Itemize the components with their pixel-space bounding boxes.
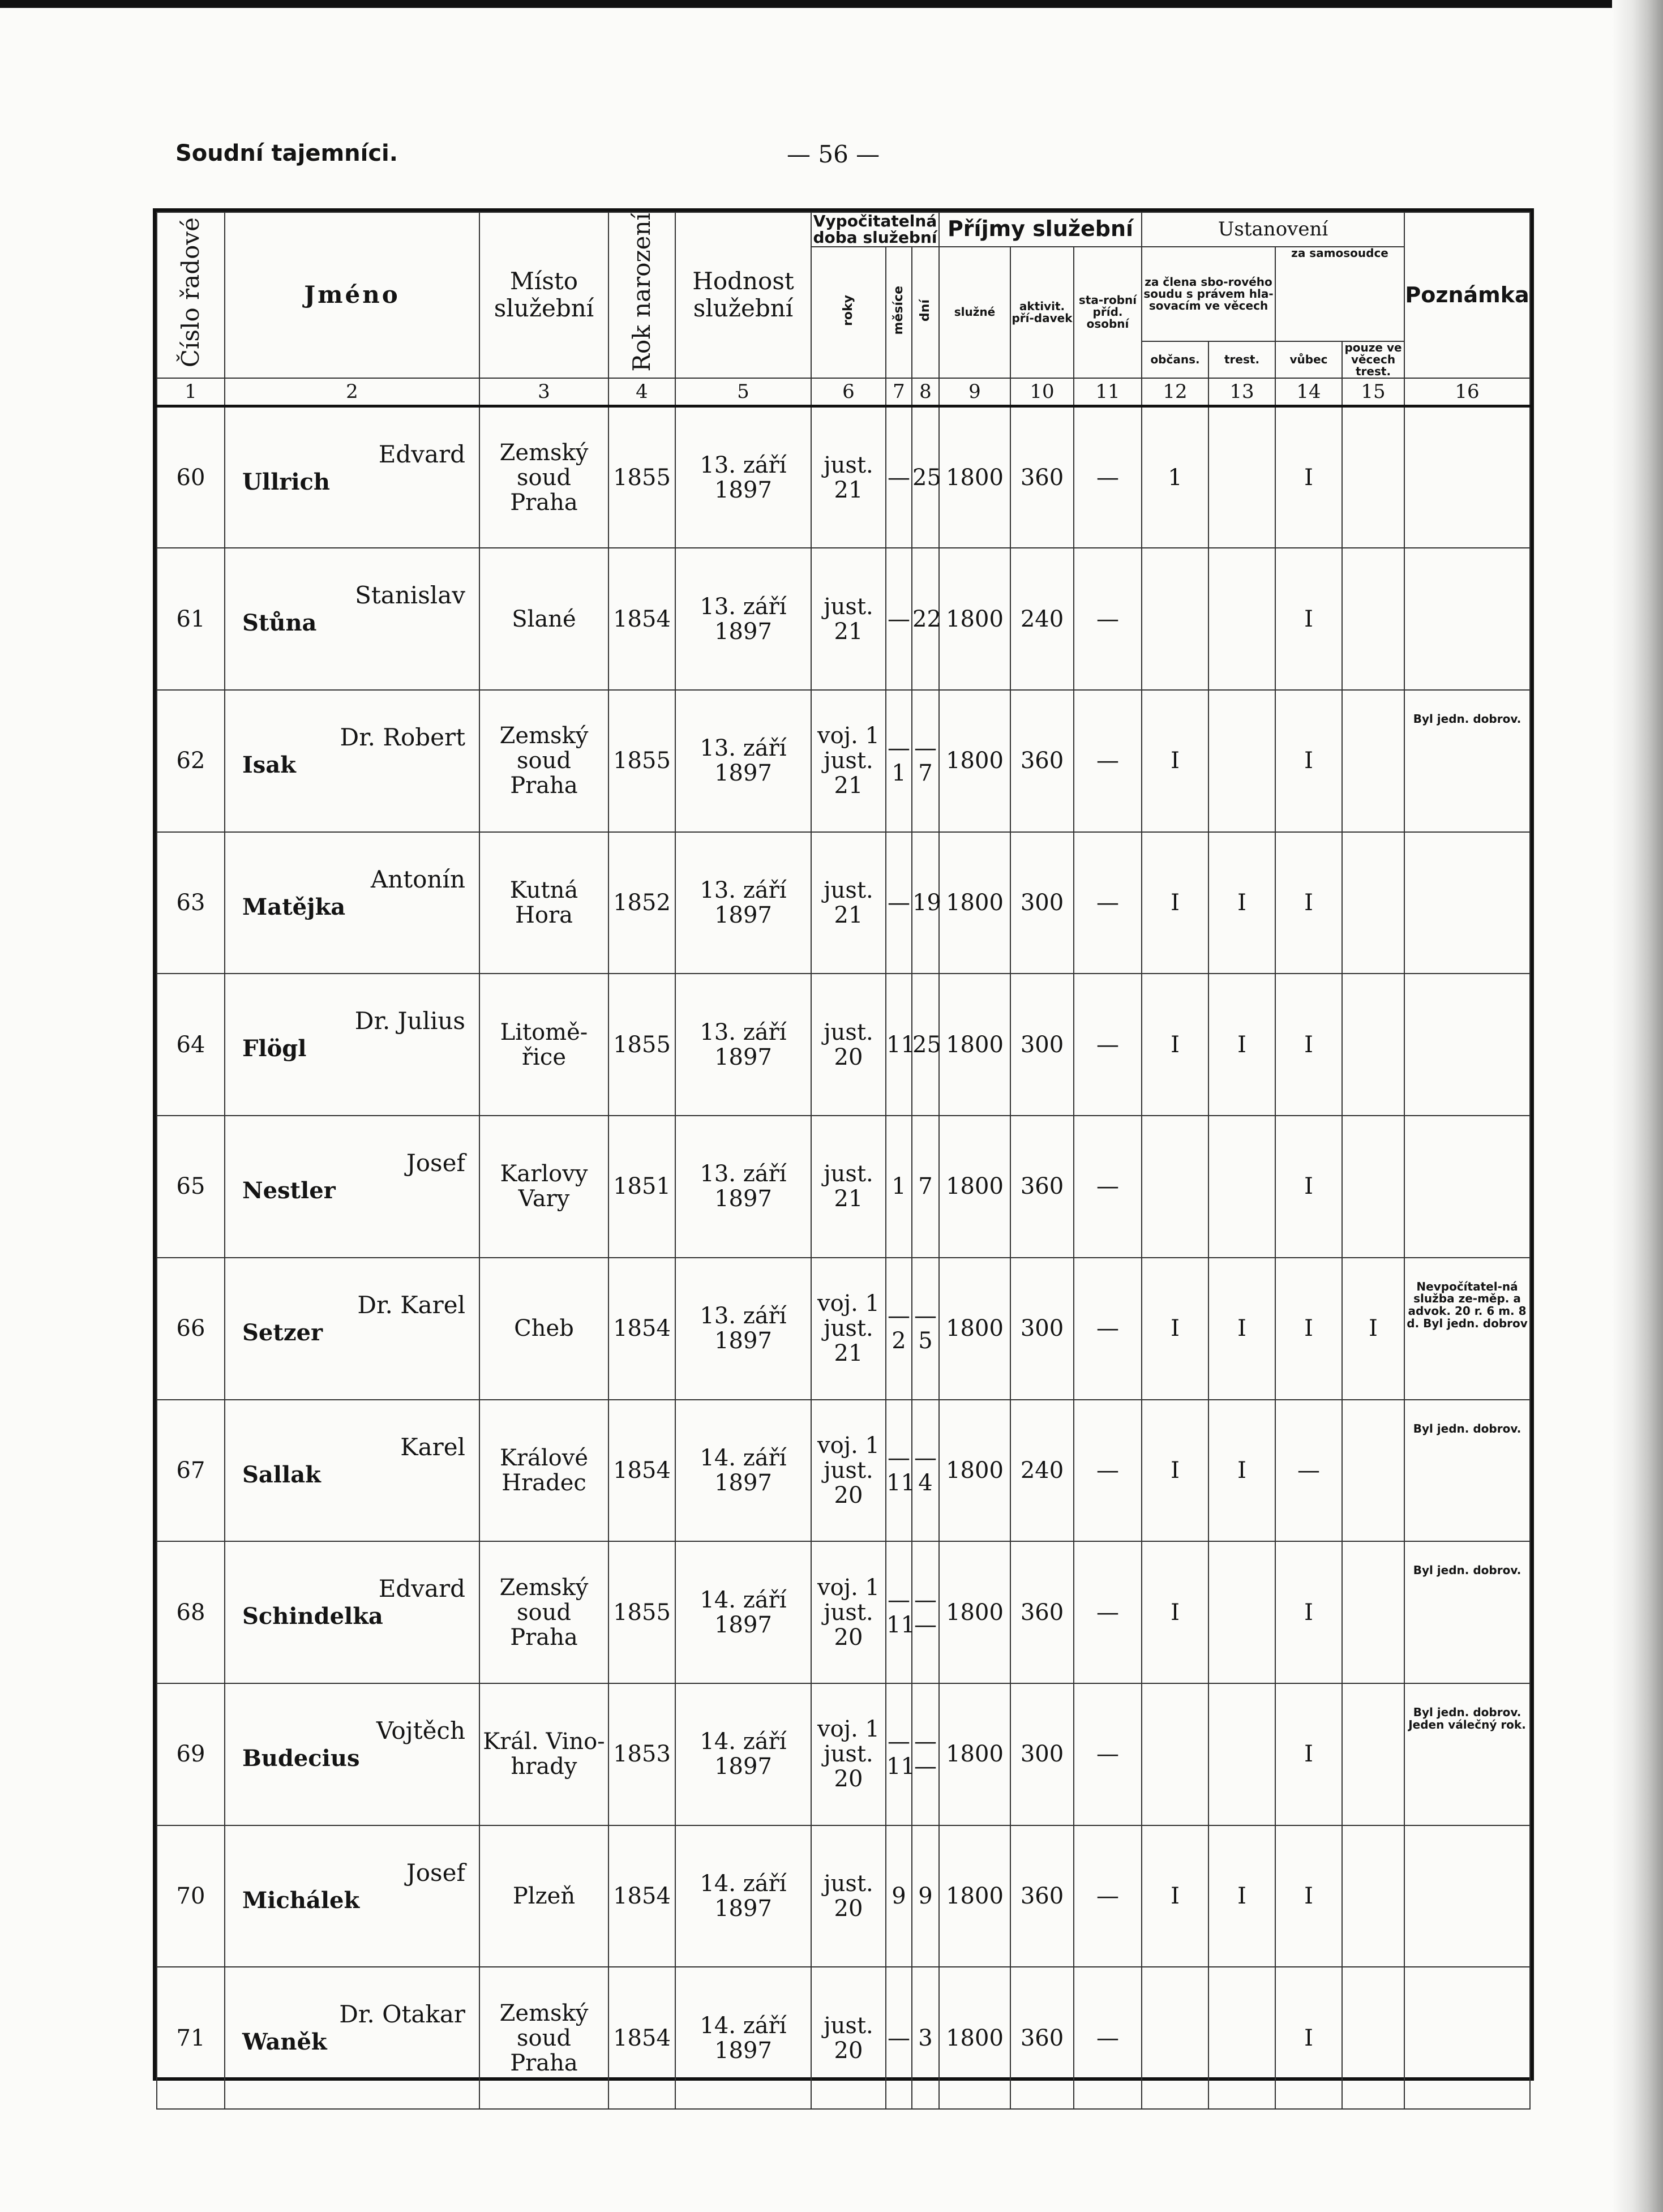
salary-cell: 1800 xyxy=(939,832,1010,974)
birth-year-cell: 1854 xyxy=(608,548,675,690)
header-obcans: občans. xyxy=(1142,341,1208,378)
given-name: Josef xyxy=(406,1149,465,1177)
days-cell: — — xyxy=(912,1683,939,1825)
rank-date-cell: 13. září 1897 xyxy=(675,548,811,690)
general-cell: I xyxy=(1275,1683,1342,1825)
years-cell: voj. 1 just. 21 xyxy=(811,1258,886,1400)
given-name: Dr. Karel xyxy=(357,1291,465,1319)
criminal-cell xyxy=(1208,690,1275,832)
place-cell: Zemský soud Praha xyxy=(479,406,608,548)
activity-cell: 360 xyxy=(1010,690,1074,832)
general-cell: I xyxy=(1275,548,1342,690)
row-number: 68 xyxy=(157,1541,225,1683)
months-cell: — 11 xyxy=(886,1400,912,1542)
civil-cell: I xyxy=(1142,832,1208,974)
criminal-only-cell xyxy=(1342,548,1404,690)
column-number: 5 xyxy=(675,378,811,406)
header-prijmy: Příjmy služební xyxy=(939,212,1142,247)
row-number: 67 xyxy=(157,1400,225,1542)
criminal-only-cell: I xyxy=(1342,1258,1404,1400)
activity-cell: 360 xyxy=(1010,1541,1074,1683)
running-head: Soudní tajemníci. xyxy=(175,140,398,166)
place-cell: Král. Vino-hrady xyxy=(479,1683,608,1825)
name-cell xyxy=(225,548,479,690)
birth-year-cell: 1853 xyxy=(608,1683,675,1825)
general-cell: I xyxy=(1275,832,1342,974)
general-cell: I xyxy=(1275,1541,1342,1683)
surname: Nestler xyxy=(242,1177,336,1204)
criminal-cell: I xyxy=(1208,832,1275,974)
name-cell xyxy=(225,1825,479,1967)
column-number: 4 xyxy=(608,378,675,406)
general-cell: I xyxy=(1275,1825,1342,1967)
years-cell: just. 21 xyxy=(811,406,886,548)
place-cell: Slané xyxy=(479,548,608,690)
personal-cell: — xyxy=(1074,1258,1142,1400)
column-number: 11 xyxy=(1074,378,1142,406)
birth-year-cell: 1854 xyxy=(608,1258,675,1400)
rank-date-cell: 14. září 1897 xyxy=(675,1541,811,1683)
months-cell: — 2 xyxy=(886,1258,912,1400)
rank-date-cell: 14. září 1897 xyxy=(675,1825,811,1967)
table-row xyxy=(157,1400,1530,1542)
column-number: 7 xyxy=(886,378,912,406)
criminal-cell: I xyxy=(1208,1825,1275,1967)
criminal-cell xyxy=(1208,1116,1275,1258)
days-cell: — 5 xyxy=(912,1258,939,1400)
row-number: 61 xyxy=(157,548,225,690)
place-cell: Králové Hradec xyxy=(479,1400,608,1542)
column-number: 3 xyxy=(479,378,608,406)
months-cell: 1 xyxy=(886,1116,912,1258)
civil-cell: I xyxy=(1142,1541,1208,1683)
civil-cell xyxy=(1142,1116,1208,1258)
rank-date-cell: 13. září 1897 xyxy=(675,832,811,974)
personal-cell: — xyxy=(1074,1683,1142,1825)
surname: Isak xyxy=(242,751,296,778)
table-row xyxy=(157,1541,1530,1683)
personal-cell: — xyxy=(1074,832,1142,974)
activity-cell: 300 xyxy=(1010,974,1074,1116)
place-cell: Plzeň xyxy=(479,1825,608,1967)
given-name: Edvard xyxy=(378,440,465,469)
table-row xyxy=(157,406,1530,548)
salary-cell: 1800 xyxy=(939,1825,1010,1967)
header-aktivit: aktivit. pří-davek xyxy=(1010,247,1074,378)
general-cell: — xyxy=(1275,1400,1342,1542)
row-number: 60 xyxy=(157,406,225,548)
note-cell: Byl jedn. dobrov. xyxy=(1404,690,1530,832)
header-clen: za člena sbo-rového soudu s právem hla-sovacím ve věcech xyxy=(1142,247,1275,341)
note-cell: Byl jedn. dobrov. xyxy=(1404,1541,1530,1683)
surname: Schindelka xyxy=(242,1603,383,1630)
rank-date-cell: 14. září 1897 xyxy=(675,1683,811,1825)
note-cell: Byl jedn. dobrov. xyxy=(1404,1400,1530,1542)
given-name: Karel xyxy=(400,1433,465,1461)
criminal-cell xyxy=(1208,1541,1275,1683)
criminal-cell xyxy=(1208,1683,1275,1825)
place-cell: Kutná Hora xyxy=(479,832,608,974)
criminal-only-cell xyxy=(1342,832,1404,974)
months-cell: — xyxy=(886,406,912,548)
note-cell xyxy=(1404,832,1530,974)
criminal-cell xyxy=(1208,406,1275,548)
general-cell: I xyxy=(1275,1258,1342,1400)
birth-year-cell: 1854 xyxy=(608,1825,675,1967)
column-number: 12 xyxy=(1142,378,1208,406)
header-poznamka: Poznámka xyxy=(1404,212,1530,378)
birth-year-cell: 1855 xyxy=(608,690,675,832)
personal-cell: — xyxy=(1074,1400,1142,1542)
table-row xyxy=(157,1116,1530,1258)
name-cell xyxy=(225,1541,479,1683)
salary-cell: 1800 xyxy=(939,548,1010,690)
years-cell: just. 21 xyxy=(811,832,886,974)
table-row xyxy=(157,832,1530,974)
header-doba: Vypočitatelná doba služební xyxy=(811,212,939,247)
place-cell: Cheb xyxy=(479,1258,608,1400)
civil-cell xyxy=(1142,1683,1208,1825)
personal-cell: — xyxy=(1074,406,1142,548)
column-number: 1 xyxy=(157,378,225,406)
birth-year-cell: 1855 xyxy=(608,1541,675,1683)
surname: Setzer xyxy=(242,1319,323,1346)
table-row xyxy=(157,1825,1530,1967)
note-cell xyxy=(1404,1967,1530,2109)
salary-cell: 1800 xyxy=(939,1116,1010,1258)
years-cell: voj. 1 just. 21 xyxy=(811,690,886,832)
years-cell: voj. 1 just. 20 xyxy=(811,1400,886,1542)
row-number: 63 xyxy=(157,832,225,974)
months-cell: — 11 xyxy=(886,1683,912,1825)
years-cell: just. 21 xyxy=(811,548,886,690)
criminal-cell: I xyxy=(1208,1258,1275,1400)
civil-cell: 1 xyxy=(1142,406,1208,548)
note-cell xyxy=(1404,1825,1530,1967)
civil-cell: I xyxy=(1142,1825,1208,1967)
activity-cell: 360 xyxy=(1010,1967,1074,2109)
rank-date-cell: 13. září 1897 xyxy=(675,974,811,1116)
days-cell: 7 xyxy=(912,1116,939,1258)
name-cell xyxy=(225,832,479,974)
civil-cell: I xyxy=(1142,1258,1208,1400)
rank-date-cell: 13. září 1897 xyxy=(675,406,811,548)
birth-year-cell: 1855 xyxy=(608,406,675,548)
header-dni: dní xyxy=(912,247,939,378)
row-number: 66 xyxy=(157,1258,225,1400)
column-number: 6 xyxy=(811,378,886,406)
criminal-cell xyxy=(1208,1967,1275,2109)
months-cell: — 1 xyxy=(886,690,912,832)
personal-cell: — xyxy=(1074,974,1142,1116)
given-name: Edvard xyxy=(378,1575,465,1603)
personal-cell: — xyxy=(1074,1825,1142,1967)
salary-cell: 1800 xyxy=(939,690,1010,832)
page-edge-shadow xyxy=(1612,0,1663,2212)
name-cell xyxy=(225,1400,479,1542)
surname: Michálek xyxy=(242,1887,360,1914)
row-number: 65 xyxy=(157,1116,225,1258)
column-number: 10 xyxy=(1010,378,1074,406)
general-cell: I xyxy=(1275,406,1342,548)
activity-cell: 300 xyxy=(1010,832,1074,974)
criminal-only-cell xyxy=(1342,974,1404,1116)
surname: Matějka xyxy=(242,893,346,920)
name-cell xyxy=(225,406,479,548)
rank-date-cell: 14. září 1897 xyxy=(675,1967,811,2109)
name-cell xyxy=(225,1683,479,1825)
note-cell xyxy=(1404,548,1530,690)
header-pouze: pouze ve věcech trest. xyxy=(1342,341,1404,378)
salary-cell: 1800 xyxy=(939,406,1010,548)
note-cell: Byl jedn. dobrov. Jeden válečný rok. xyxy=(1404,1683,1530,1825)
years-cell: just. 20 xyxy=(811,1967,886,2109)
table-row xyxy=(157,690,1530,832)
row-number: 70 xyxy=(157,1825,225,1967)
row-number: 64 xyxy=(157,974,225,1116)
note-cell xyxy=(1404,406,1530,548)
days-cell: — 7 xyxy=(912,690,939,832)
days-cell: 9 xyxy=(912,1825,939,1967)
name-cell xyxy=(225,1116,479,1258)
header-mesice: měsíce xyxy=(886,247,912,378)
place-cell: Karlovy Vary xyxy=(479,1116,608,1258)
column-number: 14 xyxy=(1275,378,1342,406)
days-cell: 25 xyxy=(912,406,939,548)
name-cell xyxy=(225,1967,479,2109)
criminal-only-cell xyxy=(1342,1400,1404,1542)
general-cell: I xyxy=(1275,974,1342,1116)
days-cell: — 4 xyxy=(912,1400,939,1542)
general-cell: I xyxy=(1275,1967,1342,2109)
birth-year-cell: 1854 xyxy=(608,1400,675,1542)
months-cell: — xyxy=(886,832,912,974)
column-number: 15 xyxy=(1342,378,1404,406)
criminal-only-cell xyxy=(1342,406,1404,548)
personal-cell: — xyxy=(1074,690,1142,832)
years-cell: just. 21 xyxy=(811,1116,886,1258)
days-cell: — — xyxy=(912,1541,939,1683)
years-cell: voj. 1 just. 20 xyxy=(811,1683,886,1825)
activity-cell: 360 xyxy=(1010,406,1074,548)
header-misto: Místo služební xyxy=(479,212,608,378)
criminal-cell xyxy=(1208,548,1275,690)
criminal-only-cell xyxy=(1342,1825,1404,1967)
column-number: 13 xyxy=(1208,378,1275,406)
header-starobni: sta-robní příd. osobní xyxy=(1074,247,1142,378)
surname: Waněk xyxy=(242,2029,327,2056)
header-samosoudce: za samosoudce xyxy=(1275,247,1404,341)
header-jmeno: Jméno xyxy=(225,212,479,378)
header-ustanoveni: Ustanovení xyxy=(1142,212,1404,247)
months-cell: 11 xyxy=(886,974,912,1116)
given-name: Vojtěch xyxy=(376,1716,465,1744)
days-cell: 19 xyxy=(912,832,939,974)
table-row xyxy=(157,548,1530,690)
register-table xyxy=(153,208,1534,2081)
row-number: 69 xyxy=(157,1683,225,1825)
surname: Budecius xyxy=(242,1744,360,1772)
personal-cell: — xyxy=(1074,548,1142,690)
column-number: 8 xyxy=(912,378,939,406)
rank-date-cell: 13. září 1897 xyxy=(675,1258,811,1400)
personal-cell: — xyxy=(1074,1541,1142,1683)
civil-cell xyxy=(1142,548,1208,690)
salary-cell: 1800 xyxy=(939,1683,1010,1825)
salary-cell: 1800 xyxy=(939,1541,1010,1683)
criminal-only-cell xyxy=(1342,1541,1404,1683)
column-number: 9 xyxy=(939,378,1010,406)
activity-cell: 300 xyxy=(1010,1258,1074,1400)
months-cell: — 11 xyxy=(886,1541,912,1683)
table-row xyxy=(157,1683,1530,1825)
birth-year-cell: 1851 xyxy=(608,1116,675,1258)
activity-cell: 240 xyxy=(1010,1400,1074,1542)
place-cell: Zemský soud Praha xyxy=(479,1541,608,1683)
given-name: Dr. Otakar xyxy=(339,2000,465,2029)
years-cell: just. 20 xyxy=(811,1825,886,1967)
activity-cell: 300 xyxy=(1010,1683,1074,1825)
header-rok: Rok narození xyxy=(608,212,675,378)
activity-cell: 360 xyxy=(1010,1825,1074,1967)
given-name: Stanislav xyxy=(355,581,465,610)
header-roky: roky xyxy=(811,247,886,378)
given-name: Josef xyxy=(406,1858,465,1887)
place-cell: Litomě-řice xyxy=(479,974,608,1116)
birth-year-cell: 1855 xyxy=(608,974,675,1116)
row-number: 62 xyxy=(157,690,225,832)
rank-date-cell: 14. září 1897 xyxy=(675,1400,811,1542)
given-name: Dr. Julius xyxy=(354,1007,465,1035)
rank-date-cell: 13. září 1897 xyxy=(675,1116,811,1258)
note-cell xyxy=(1404,974,1530,1116)
criminal-only-cell xyxy=(1342,1967,1404,2109)
salary-cell: 1800 xyxy=(939,1400,1010,1542)
table-row xyxy=(157,974,1530,1116)
general-cell: I xyxy=(1275,1116,1342,1258)
header-hodnost: Hodnost služební xyxy=(675,212,811,378)
surname: Stůna xyxy=(242,610,317,637)
place-cell: Zemský soud Praha xyxy=(479,1967,608,2109)
top-edge xyxy=(0,0,1663,8)
note-cell xyxy=(1404,1116,1530,1258)
years-cell: just. 20 xyxy=(811,974,886,1116)
name-cell xyxy=(225,1258,479,1400)
civil-cell xyxy=(1142,1967,1208,2109)
place-cell: Zemský soud Praha xyxy=(479,690,608,832)
personal-cell: — xyxy=(1074,1116,1142,1258)
civil-cell: I xyxy=(1142,974,1208,1116)
column-number: 16 xyxy=(1404,378,1530,406)
salary-cell: 1800 xyxy=(939,974,1010,1116)
header-vubec: vůbec xyxy=(1275,341,1342,378)
civil-cell: I xyxy=(1142,1400,1208,1542)
salary-cell: 1800 xyxy=(939,1258,1010,1400)
column-number: 2 xyxy=(225,378,479,406)
criminal-cell: I xyxy=(1208,974,1275,1116)
months-cell: 9 xyxy=(886,1825,912,1967)
days-cell: 3 xyxy=(912,1967,939,2109)
surname: Ullrich xyxy=(242,469,330,496)
salary-cell: 1800 xyxy=(939,1967,1010,2109)
given-name: Antonín xyxy=(370,865,465,893)
page-number: — 56 — xyxy=(787,140,880,168)
table-row xyxy=(157,1258,1530,1400)
criminal-cell: I xyxy=(1208,1400,1275,1542)
general-cell: I xyxy=(1275,690,1342,832)
table-row xyxy=(157,1967,1530,2109)
surname: Sallak xyxy=(242,1461,321,1488)
header-cislo: Číslo řadové xyxy=(157,212,225,378)
criminal-only-cell xyxy=(1342,690,1404,832)
header-sluzne: služné xyxy=(939,247,1010,378)
personal-cell: — xyxy=(1074,1967,1142,2109)
activity-cell: 360 xyxy=(1010,1116,1074,1258)
months-cell: — xyxy=(886,548,912,690)
criminal-only-cell xyxy=(1342,1683,1404,1825)
activity-cell: 240 xyxy=(1010,548,1074,690)
rank-date-cell: 13. září 1897 xyxy=(675,690,811,832)
months-cell: — xyxy=(886,1967,912,2109)
name-cell xyxy=(225,974,479,1116)
row-number: 71 xyxy=(157,1967,225,2109)
days-cell: 22 xyxy=(912,548,939,690)
years-cell: voj. 1 just. 20 xyxy=(811,1541,886,1683)
birth-year-cell: 1854 xyxy=(608,1967,675,2109)
civil-cell: I xyxy=(1142,690,1208,832)
given-name: Dr. Robert xyxy=(340,723,465,751)
criminal-only-cell xyxy=(1342,1116,1404,1258)
column-numbers-row xyxy=(157,378,1530,406)
surname: Flögl xyxy=(242,1035,307,1062)
birth-year-cell: 1852 xyxy=(608,832,675,974)
note-cell: Nevpočítatel-ná služba ze-měp. a advok. 20 r. 6 m. 8 d. Byl jedn. dobrov xyxy=(1404,1258,1530,1400)
header-trest: trest. xyxy=(1208,341,1275,378)
days-cell: 25 xyxy=(912,974,939,1116)
name-cell xyxy=(225,690,479,832)
